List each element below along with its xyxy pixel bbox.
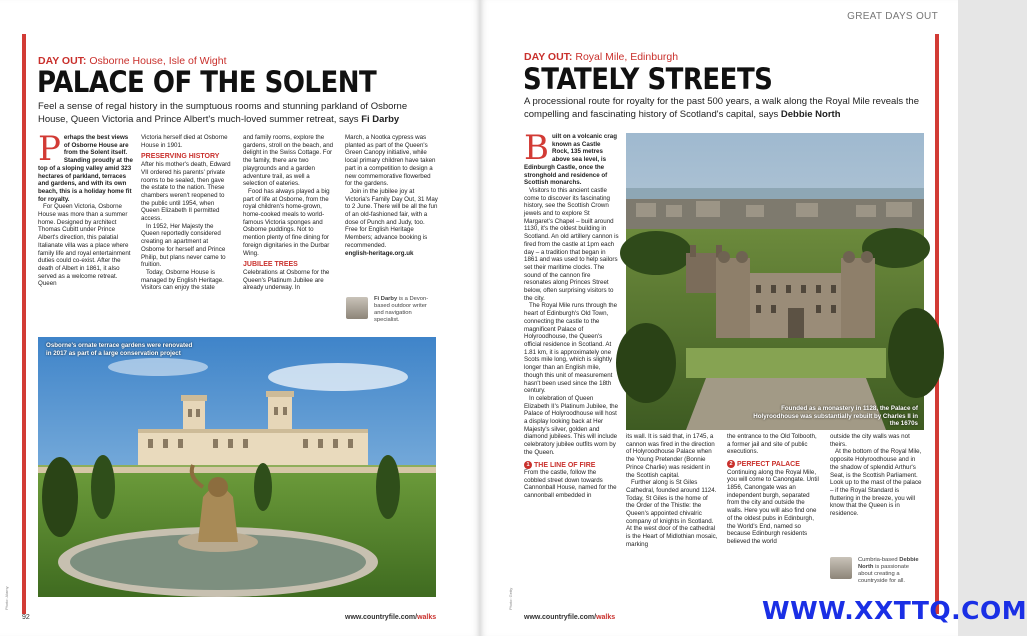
left-location: Osborne House, Isle of Wight <box>89 55 227 67</box>
left-page <box>0 0 480 636</box>
right-kicker-label: DAY OUT: <box>524 51 573 63</box>
right-lead-paragraph: uilt on a volcanic crag known as Castle Rock, 135 metres above sea level, is Edinburgh Castle, once the stronghold and residence of Scottish monarchs. <box>524 133 617 187</box>
right-col4-paragraph-1: outside the city walls was not theirs. <box>830 433 910 448</box>
left-heritage-link[interactable]: english-heritage.org.uk <box>345 249 414 257</box>
left-footer-url-domain: www.countryfile.com/ <box>345 614 418 621</box>
left-col2-paragraph-2: After his mother's death, Edward VII ordered his parents' private rooms to be sealed, then gave the estate to the nation. These chambers weren't reopened to the public until 1954, when Queen Elizabeth II permitted access. <box>141 161 231 223</box>
osborne-house-illustration <box>38 337 436 597</box>
section-label: GREAT DAYS OUT <box>847 11 938 22</box>
right-col1-paragraph-1: Visitors to this ancient castle come to discover its fascinating history, see the Scottish Crown jewels and to explore St Margaret's Chapel – built around 1130, it's the oldest building in Scotland. An old artillery cannon is fired from the castle at 1pm each day – a tradition that began in 1861 and was used to help sailors set their maritime clocks. The sound of the cannon fire resonates along Princes Street below, often surprising visitors to the city. <box>524 186 619 302</box>
right-photo-caption: Founded as a monastery in 1128, the Palace of Holyroodhouse was substantially rebuilt by Charles II in the 1670s <box>753 405 918 427</box>
right-col3-paragraph-2: Continuing along the Royal Mile, you will come to Canongate. Until 1856, Canongate was an independent burgh, separated from the city and outside the walls. Here you will also find one of the oldest pubs in Edinburgh, the World's End, named so because Edinburgh residents believed the world <box>727 468 819 545</box>
right-column-4 <box>830 433 923 553</box>
left-page-number: 92 <box>22 614 30 621</box>
right-standfirst <box>524 96 924 121</box>
right-subheading-perfect-palace-text: PERFECT PALACE <box>737 460 800 468</box>
right-footer-url-section: walks <box>596 614 616 621</box>
left-photo-credit: Photo: Alamy <box>4 586 9 610</box>
right-subheading-line-of-fire <box>524 461 619 470</box>
right-author-prefix: Cumbria-based <box>858 557 898 563</box>
right-standfirst-author: Debbie North <box>780 108 841 120</box>
left-column-3 <box>243 134 335 334</box>
right-drop-cap: B <box>524 128 549 168</box>
right-footer-url-domain: www.countryfile.com/ <box>524 614 597 621</box>
left-footer-url-section: walks <box>417 614 437 621</box>
left-footer-url <box>345 614 436 621</box>
right-kicker <box>524 51 678 63</box>
left-standfirst <box>38 101 438 126</box>
right-standfirst-text: A processional route for royalty for the past 500 years, a walk along the Royal Mile reveals the compelling and fascinating history of Scotland's capital, says <box>524 96 919 120</box>
left-author-bio <box>374 296 438 324</box>
left-col3-paragraph-2: Food has always played a big part of life at Osborne, from the royal children's home-grown, home-cooked meals to world-famous Victoria sponges and Osborne puddings. Not to mention plenty of fine dining for foreign dignitaries in the Durbar Wing. <box>243 187 330 257</box>
right-subheading-line-of-fire-text: THE LINE OF FIRE <box>534 461 596 469</box>
watermark-text: WWW.XXTTQ.COM <box>762 596 1027 625</box>
right-subheading-perfect-palace <box>727 460 820 469</box>
right-col1-paragraph-3: In celebration of Queen Elizabeth II's Platinum Jubilee, the Palace of Holyroodhouse will host a display looking back at Her Majesty's silver, golden and diamond jubilees. This will include celebratory jubilee outfits worn by the Queen. <box>524 394 619 456</box>
left-col2-paragraph-3: In 1952, Her Majesty the Queen reportedly considered creating an apartment at Osborne for herself and Prince Philip, but plans never came to fruition. <box>141 222 226 269</box>
holyroodhouse-illustration <box>626 133 924 430</box>
left-standfirst-text: Feel a sense of regal history in the sumptuous rooms and stunning parkland of Osborne House, Queen Victoria and Prince Albert's much-loved summer retreat, says <box>38 101 408 125</box>
left-col1-paragraph: For Queen Victoria, Osborne House was more than a summer home. Designed by architect Thomas Cubitt under Prince Albert's direction, this palatial Italianate villa was a place where family life and royal entertainment duties could co-exist. After the death of Albert in 1861, it also served as a welcome retreat. Queen <box>38 203 131 288</box>
left-lead-paragraph: erhaps the best views of Osborne House are from the Solent itself. Standing proudly at the top of a sloping valley amid 323 hectares of parkland, terraces and gardens, and with its own beach, this is a holiday home fit for royalty. <box>38 134 133 203</box>
right-location: Royal Mile, Edinburgh <box>575 51 679 63</box>
left-author-bio-text: is a Devon-based outdoor writer and navigation specialist. <box>374 296 429 323</box>
right-col4-paragraph-2: At the bottom of the Royal Mile, opposite Holyroodhouse and in the shadow of splendid Arthur's Seat, is the Scottish Parliament. Look up to the mast of the palace – if the Royal Standard is fluttering in the breeze, you will know that the Queen is in residence. <box>830 448 922 518</box>
right-title: STATELY STREETS <box>523 63 773 97</box>
left-accent-stripe <box>22 34 26 614</box>
right-footer-url <box>524 614 615 621</box>
left-drop-cap: P <box>38 129 61 169</box>
step-1-badge: 1 <box>524 461 532 469</box>
right-column-1 <box>524 128 619 595</box>
left-standfirst-author: Fi Darby <box>361 113 400 125</box>
left-col3-paragraph-1: and family rooms, explore the gardens, stroll on the beach, and delight in the Swiss Cottage. For the family, there are two playgrounds and a garden adventure trail, as well a selection of eateries. <box>243 134 334 188</box>
right-page <box>480 0 958 636</box>
right-col2-paragraph-2: Further along is St Giles Cathedral, founded around 1124. Today, St Giles is the home of the Order of the Thistle: the Queen's appointed chivalric company of knights in Scotland. At the west door of the cathedral is the Heart of Midlothian mosaic, marking <box>626 479 718 548</box>
right-column-2 <box>626 433 718 595</box>
left-column-4 <box>345 134 439 292</box>
left-column-1 <box>38 129 133 334</box>
left-author-avatar <box>346 297 368 319</box>
left-col3-paragraph-3: Celebrations at Osborne for the Queen's Platinum Jubilee are already underway. In <box>243 268 330 292</box>
left-kicker-label: DAY OUT: <box>38 55 87 67</box>
right-col1-paragraph-4: From the castle, follow the cobbled street down towards Cannonball House, named for the cannonball embedded in <box>524 469 617 500</box>
step-2-badge: 2 <box>727 460 735 468</box>
right-author-name: Debbie North <box>858 557 919 570</box>
left-col4-paragraph-1: March, a Nootka cypress was planted as part of the Queen's Green Canopy initiative, while local primary children have taken part in a competition to design a new commemorative flowerbed for the gardens. <box>345 134 436 188</box>
right-col2-paragraph-1: its wall. It is said that, in 1745, a cannon was fired in the direction of Holyroodhouse Palace when the Young Pretender (Bonnie Prince Charlie) was resident in the Scottish capital. <box>626 433 715 479</box>
left-subheading-preserving: PRESERVING HISTORY <box>141 153 220 161</box>
holyroodhouse-photo <box>626 133 924 430</box>
right-photo-credit: Photo: Getty <box>508 587 513 610</box>
left-col4-paragraph-2: Join in the jubilee joy at Victoria's Family Day Out, 31 May to 2 June. There will be all the fun of an old-fashioned fair, with a dose of Punch and Judy, too. Free for English Heritage Members; advance booking is recommended. <box>345 187 438 249</box>
left-title: PALACE OF THE SOLENT <box>37 66 377 100</box>
right-column-3 <box>727 433 820 595</box>
right-author-avatar <box>830 557 852 579</box>
right-author-bio-text: is passionate about creating a countryside for all. <box>858 564 909 584</box>
right-col1-paragraph-2: The Royal Mile runs through the heart of Edinburgh's Old Town, connecting the castle to the magnificent Palace of Holyroodhouse, the Queen's official residence in Scotland. At 1.81 km, it is approximately one Scots mile long, which is slightly longer than an English mile, though this unit of measurement hasn't been used since the 18th century. <box>524 302 618 395</box>
left-author-name: Fi Darby <box>374 296 398 302</box>
osborne-house-photo <box>38 337 436 597</box>
left-col2-paragraph-4: Today, Osborne House is managed by English Heritage. Visitors can enjoy the state <box>141 268 224 292</box>
right-author-bio <box>858 557 924 585</box>
right-col3-paragraph-1: the entrance to the Old Tolbooth, a former jail and site of public executions. <box>727 433 817 456</box>
left-photo-caption: Osborne's ornate terrace gardens were renovated in 2017 as part of a large conservation project <box>46 342 193 357</box>
left-column-2 <box>141 134 233 334</box>
left-subheading-jubilee: JUBILEE TREES <box>243 261 298 269</box>
left-col2-paragraph-1: Victoria herself died at Osborne House in 1901. <box>141 134 228 149</box>
